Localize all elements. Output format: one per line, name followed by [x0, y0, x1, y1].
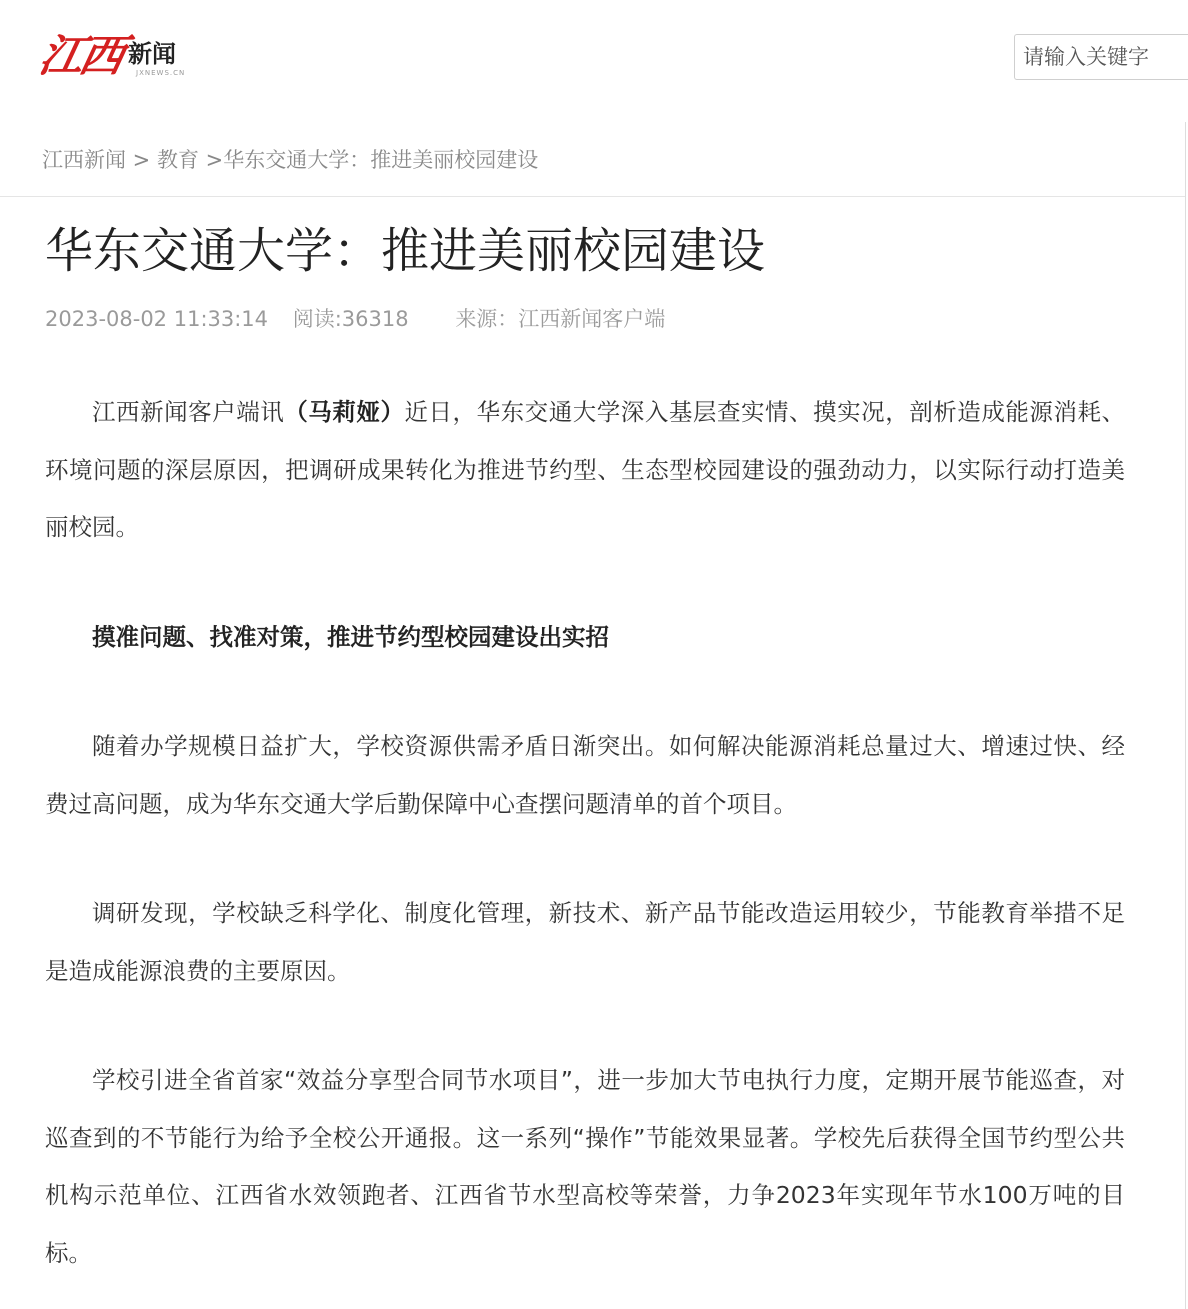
breadcrumb [42, 142, 538, 178]
article-meta [45, 302, 665, 336]
site-header [0, 0, 1188, 112]
breadcrumb-separator: > [126, 148, 157, 172]
article-source: 来源：江西新闻客户端 [455, 307, 666, 331]
site-logo[interactable] [34, 30, 190, 86]
page-edge [1185, 122, 1186, 1309]
author-byline: （马莉娅） [284, 398, 405, 426]
breadcrumb-category-link[interactable]: 教育 [156, 148, 199, 172]
dateline: 江西新闻客户端讯 [92, 398, 285, 426]
section-heading-text: 摸准问题、找准对策，推进节约型校园建设出实招 [92, 622, 609, 651]
article-read-count: 阅读:36318 [292, 307, 409, 331]
breadcrumb-separator: > [198, 148, 224, 172]
article-paragraph-4: 学校引进全省首家“效益分享型合同节水项目”，进一步加大节电执行力度，定期开展节能巡查，对巡查到的不节能行为给予全校公开通报。这一系列“操作”节能效果显著。学校先后获得全国节约型公共机构示范单位、江西省水效领跑者、江西省节水型高校等荣誉，力争2023年实现年节水100万吨的目标。 [45, 1066, 1125, 1267]
article-datetime: 2023-08-02 11:33:14 [45, 307, 269, 331]
breadcrumb-current: 华东交通大学：推进美丽校园建设 [223, 148, 539, 172]
article-body [45, 384, 1125, 1282]
header-divider [0, 196, 1185, 197]
article-paragraph-3: 调研发现，学校缺乏科学化、制度化管理，新技术、新产品节能改造运用较少，节能教育举措不足是造成能源浪费的主要原因。 [45, 899, 1125, 985]
article-title: 华东交通大学：推进美丽校园建设 [45, 223, 766, 279]
logo-mark: 江西 [34, 31, 126, 82]
paragraph-text: 近日，华东交通大学深入基层查实情、摸实况，剖析造成能源消耗、环境问题的深层原因，把调研成果转化为推进节约型、生态型校园建设的强劲动力，以实际行动打造美丽校园。 [45, 398, 1126, 541]
article-paragraph-2: 随着办学规模日益扩大，学校资源供需矛盾日渐突出。如何解决能源消耗总量过大、增速过快、经费过高问题，成为华东交通大学后勤保障中心查摆问题清单的首个项目。 [45, 732, 1125, 818]
section-heading [45, 609, 1125, 667]
article-paragraph-1 [45, 384, 1125, 557]
search-input[interactable] [1014, 34, 1188, 80]
logo-word: 新闻 [128, 39, 176, 68]
logo-subtitle: JXNEWS.CN [136, 69, 186, 77]
breadcrumb-home-link[interactable]: 江西新闻 [42, 148, 126, 172]
